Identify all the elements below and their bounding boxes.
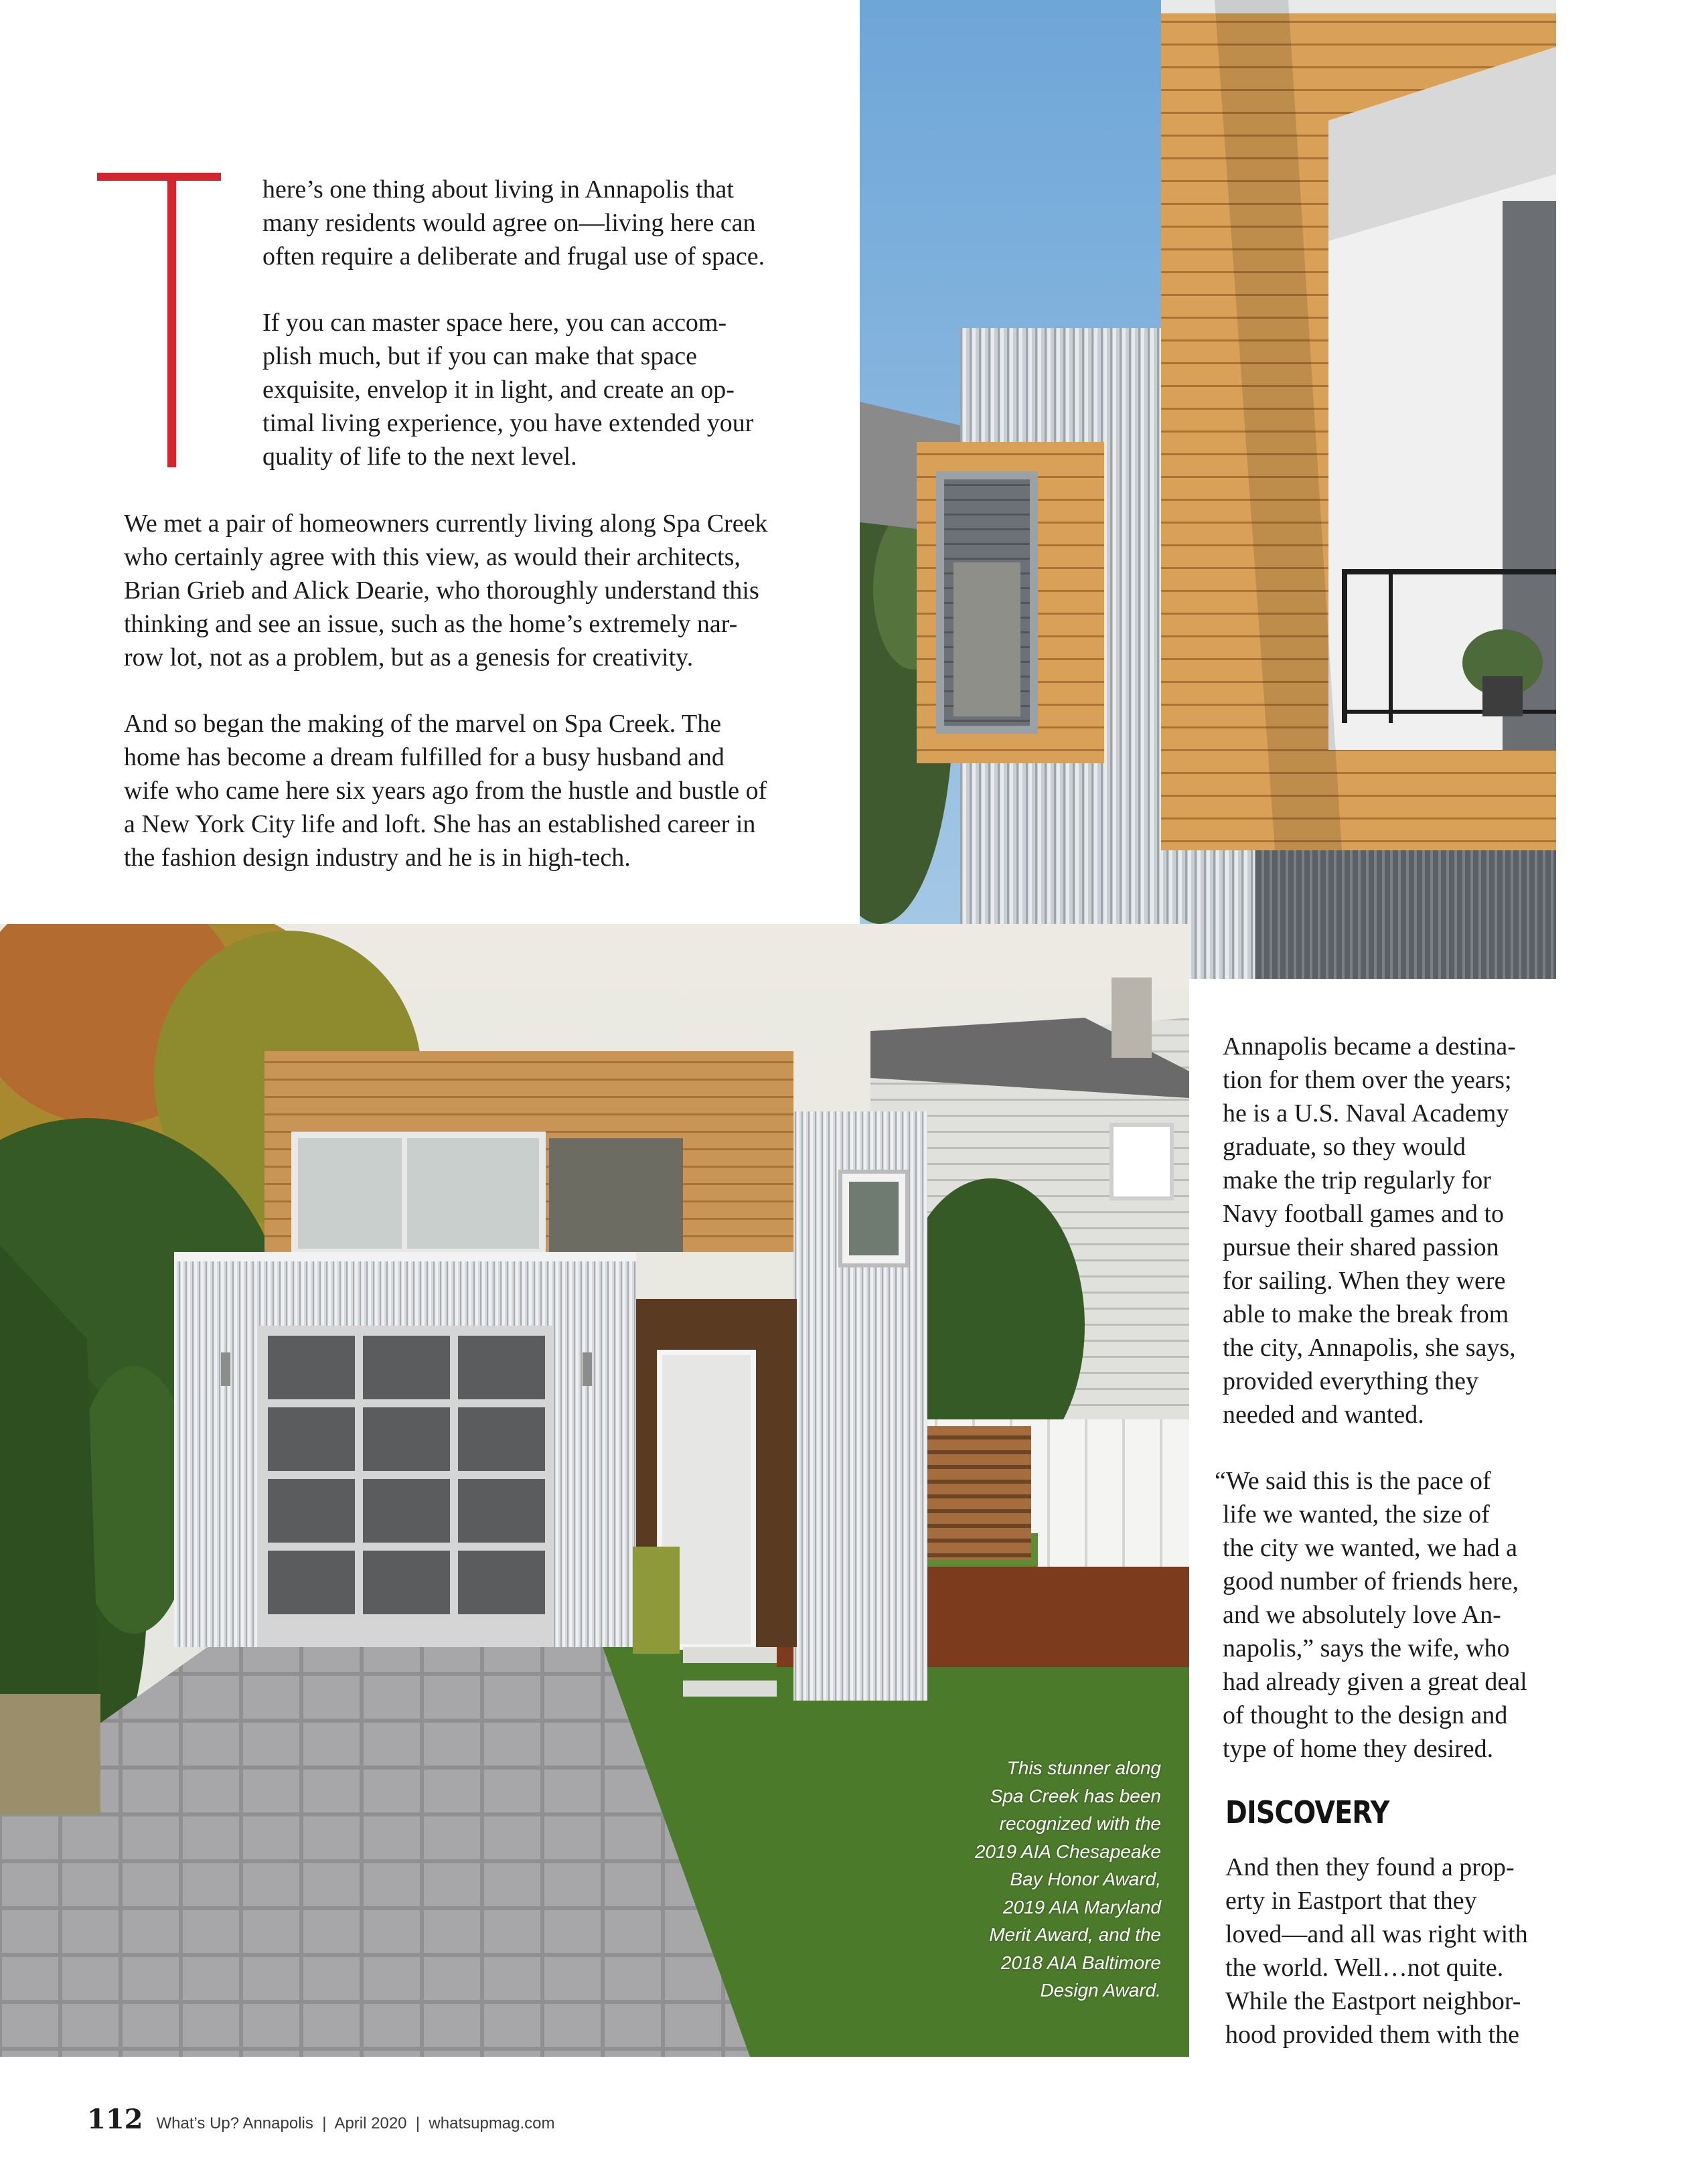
paragraph-quote: “We said this is the pace of life we wanted, the size of the city we wanted, we had a good number of friends here, and we absolutely love An- napolis,” says the wife, who had already given a great deal of thought to the design and type of home they desired.	[1215, 1467, 1527, 1763]
right-column-text-continued	[1225, 1851, 1574, 2051]
paragraph-homeowners: We met a pair of homeowners currently living along Spa Creek who certainly agree with this view, as would their architects, Brian Grieb and Alick Dearie, who thoroughly understand this thinking and see an issue, such as the home’s extremely nar- row lot, not as a problem, but as a genesis for creativity.	[124, 510, 768, 672]
footer-publication-info: What’s Up? Annapolis | April 2020 | whatsupmag.com	[156, 2114, 555, 2132]
intro-text	[262, 173, 825, 473]
section-heading: DISCOVERY	[1225, 1794, 1389, 1830]
intro-paragraph-1: here’s one thing about living in Annapolis that many residents would agree on—living here can often require a deliberate and frugal use of space.	[262, 175, 765, 270]
paragraph-marvel: And so began the making of the marvel on Spa Creek. The home has become a dream fulfilled for a busy husband and wife who came here six years ago from the hustle and bustle of a New York City life and loft. She has an established career in the fashion design industry and he is in high-tech.	[124, 710, 767, 872]
right-column-text	[1215, 1030, 1571, 1766]
paragraph-destination: Annapolis became a destina- tion for them over the years; he is a U.S. Naval Academy graduate, so they would make the trip regularly for Navy football games and to pursue their shared passion for sailing. When they were able to make the break from the city, Annapolis, she says, provided everything they needed and wanted.	[1223, 1032, 1516, 1429]
page-number: 112	[87, 2104, 143, 2135]
paragraph-eastport: And then they found a prop- erty in Eastport that they loved—and all was right with the world. Well…not quite. While the Eastport neighbor- hood provided them with the	[1225, 1853, 1528, 2049]
drop-cap-letter	[97, 173, 221, 467]
page-footer	[87, 2104, 555, 2136]
photo-caption: This stunner along Spa Creek has been recognized with the 2019 AIA Chesapeake Bay Honor Award, 2019 AIA Maryland Merit Award, and the 2018 AIA Baltimore Design Award.	[974, 1758, 1161, 2001]
photo-facade-detail	[860, 0, 1556, 979]
left-column-text	[124, 507, 847, 874]
intro-paragraph-2: If you can master space here, you can accom- plish much, but if you can make that space exquisite, envelop it in light, and create an op- timal living experience, you have extended your quality of life to the next level.	[262, 309, 754, 471]
